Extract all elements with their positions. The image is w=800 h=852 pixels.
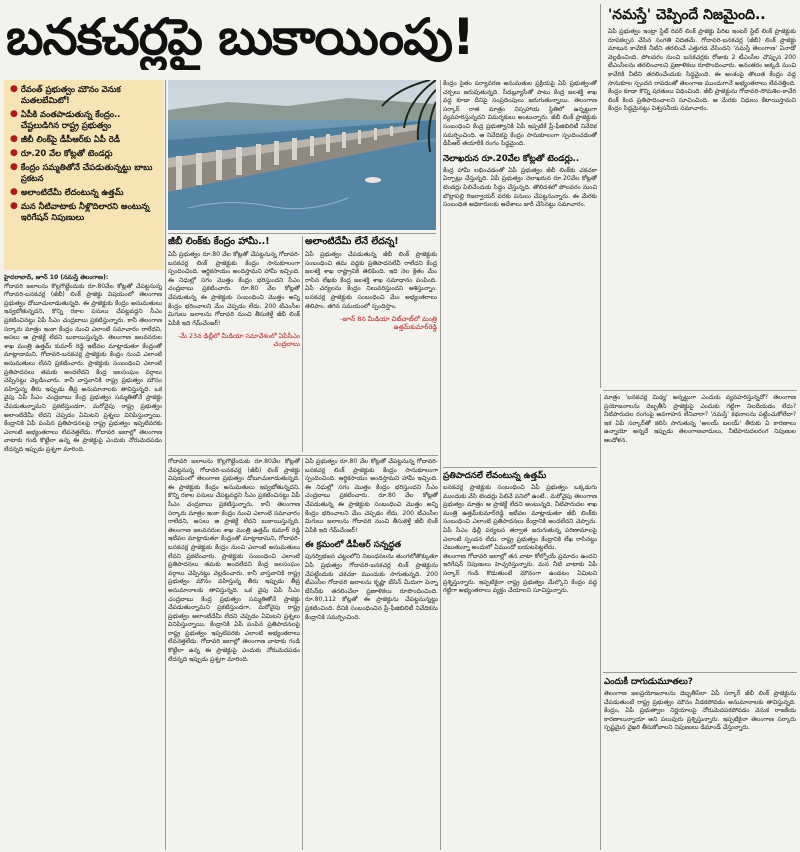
dateline: హైదరాబాద్, జూన్ 10 (నమస్తే తెలంగాణ): — [4, 274, 109, 281]
article-column-1 — [4, 274, 162, 848]
column-3a-text: ఏపీ ప్రభుత్వం రూ.80 వేల కోట్లతో చేపట్టనున్న గోదావరి-బనకచర్ల లింక్ ప్రాజెక్టుకు కేంద్రం సానుకూలంగా స్పందించింది. ఆర్థికసాయం అందిస్తామని హామీ ఇచ్చింది. ఈ నిధుల్లో సగం మొత్తం కేంద్రం భరిస్తుందని సీఎం చంద్రబాబు ప్రకటించారు. రూ.80 వేల కోట్లతో చేపడుతున్న ఈ ప్రాజెక్టుకు సంబంధించి మొత్తం అన్ని కేంద్రం భరించాలని మేం చెప్పడం లేదు. 200 టీఎంసీల మిగులు జలాలను గోదావరి నుంచి తీసుకెళ్తే జీబీ లింక్ ఏపీకి ఇది గేమ్‌చేంజర్! — [305, 458, 438, 534]
side-story-title: 'నమస్తే' చెప్పిందే నిజమైంది.. — [608, 7, 766, 23]
claim-box-right — [305, 236, 437, 456]
denial-text: ఏపీ ప్రభుత్వం చేపడుతున్న జీబీ లింక్ ప్రాజెక్టుకు సంబంధించి తమ వద్దకు ప్రతిపాదనలేవీ రాలేదని కేంద్ర జలశక్తి శాఖ రాష్ట్రానికి తెలిపింది. ఇది నెల క్రితం మేం రాసిన లేఖకు కేంద్ర జలశక్తి శాఖ సమాధానం పంపింది. ఏపీ చర్యలను కేంద్రం నిలువరిస్తుందని ఆశిస్తున్నాం. బనకచర్ల ప్రాజెక్టుకు సంబంధించి మేం అభ్యంతరాలు తెలిపాం. తగిన సమయంలో స్పందిస్తాం. — [305, 251, 437, 310]
column-1-text: గోదావరి జలాలను కొల్లగొట్టేందుకు రూ.80వేల కోట్లతో చేపట్టనున్న గోదావరి-బనకచర్ల (జీబీ) లింక్ ప్రాజెక్టు విషయంలో తెలంగాణ ప్రభుత్వం దోబూచులాడుతున్నది. ఈ ప్రాజెక్టుకు కేంద్రం అనుమతులు ఇవ్వబోతున్నదని, కొన్ని రకాల పనులు చేపట్టవద్దని సీఎం ప్రకటించినట్టు ఏపీ సీఎం చంద్రబాబు ప్రకటిస్తున్నారు. కానీ తెలంగాణ సర్కారు మాత్రం ఇంకా కేంద్రం నుంచి ఎలాంటి సమాచారం రాలేదని, అసలు ఆ ప్రాజెక్టే లేదని బుకాయిస్తున్నది. తెలంగాణ జలవనరుల శాఖ మంత్రి ఉత్తమ్ కుమార్ రెడ్డి ఇటీవల మాట్లాడుతూ కేంద్రంతో మాట్లాడామని, గోదావరి-బనకచర్ల ప్రాజెక్టుకు కేంద్రం నుంచి ఎలాంటి అనుమతులు లేవని ప్రకటించారు. ప్రాజెక్టుకు సంబంధించి ఎలాంటి ప్రతిపాదనలు తమకు అందలేదని కేంద్ర జలసంఘం వర్గాలు చెప్పినట్టు వెల్లడించారు. కానీ వాస్తవానికి రాష్ట్ర ప్రభుత్వం మౌనం వహిస్తున్న తీరు ఇప్పుడు తీవ్ర అనుమానాలకు తావిస్తున్నది. ఒక వైపు ఏపీ సీఎం చంద్రబాబు కేంద్ర ప్రభుత్వం సమ్మతితోనే ప్రాజెక్టు చేపడుతున్నామని ప్రకటిస్తుండగా, మరోవైపు రాష్ట్ర ప్రభుత్వం అలాంటిదేమీ లేదని చెప్పడం ఏమిటని ప్రశ్నలు వినిపిస్తున్నాయి. కేంద్రానికి ఏపీ పంపిన ప్రతిపాదనలపై రాష్ట్ర ప్రభుత్వం ఇప్పటివరకు ఎలాంటి అభ్యంతరాలు లేవనెత్తలేదు. గోదావరి జలాల్లో తెలంగాణ వాటాకు గండి కొట్టేలా ఉన్న ఈ ప్రాజెక్టుపై ఎందుకు నోరుమెదపడం లేదన్నది ఇప్పుడు ప్రశ్నగా మారింది. — [4, 282, 162, 453]
why-text: తెలంగాణ జలప్రయోజనాలను దెబ్బతీసేలా ఏపీ సర్కార్ జీబీ లింక్ ప్రాజెక్టును చేపడుతుంటే రాష్ట్ర ప్రభుత్వం మౌనం వీడకపోవడం అనుమానాలకు తావిస్తున్నది. కేంద్రం, ఏపీ ప్రభుత్వాల నిర్ణయాలపై నోరుమెదపకపోవడం వెనుక రాజకీయ కారణాలున్నాయా అని పలువురు ప్రశ్నిస్తున్నారు. ఇప్పటికైనా తెలంగాణ సర్కారు స్పష్టమైన వైఖరి తీసుకోవాలని నిపుణులు డిమాండ్ చేస్తున్నారు. — [604, 690, 796, 732]
side-story-body: ఏపీ ప్రభుత్వం ఇంట్రా స్టేట్ రివర్ లింక్ ప్రాజెక్టు పేరిట ఇంటర్ స్టేట్ లింక్ ప్రాజెక్టుకు రూపకల్పన చేసిన సంగతి విదితమే. గోదావరి-బనకచర్ల (జీబీ) లింక్ ప్రాజెక్టు మాటున కావేరికి నీటిని తరలించే ఎత్తుగడ వేసిందని 'నమస్తే తెలంగాణ' ఏనాడో వెల్లడించింది. పోలవరం నుంచి బనకచర్లకు రోజుకు 2 టీఎంసీల చొప్పున 200 టీఎంసీలను తరలించాలని ప్రణాళికలు రూపొందించారు. అనంతరం అక్కడి నుంచి కావేరికి నీటిని తరలించేందుకు సిద్ధమైంది. ఈ అంశంపై తొలుత కేంద్రం వద్ద సానుకూల స్పందన రావడంతో తెలంగాణ ముందుగానే అభ్యంతరాలు లేవనెత్తింది. కేంద్రం కూడా కొన్ని షరతులు విధించింది. జీబీ ప్రాజెక్టును గోదావరి-సోమశిల-కావేరి లింక్ కింద ప్రతిపాదించాలని సూచించింది. ఆ మేరకు నిధులు కేటాయిస్తామని కేంద్రం సిద్ధమైనట్టు విశ్వసనీయ సమాచారం. — [608, 28, 796, 113]
bullet-item: ● రేవంత్ ప్రభుత్వం మౌనం వెనుక మతలబేమిటో! — [10, 84, 121, 105]
column-4-text: కేంద్రం సైతం పర్యావరణ అనుమతుల ప్రక్రియపై ఏపీ ప్రభుత్వంతో చర్చలు జరుపుతున్నది. సీడబ్ల్యూసీతో పాటు కేంద్ర జలశక్తి శాఖ వద్ద కూడా దీనిపై సంప్రదింపులు జరుగుతున్నాయి. తెలంగాణ సర్కార్ రాత మాత్రం నిస్సహాయ స్థితిలో ఉన్నట్టుగా వ్యవహరిస్తున్నదని విమర్శకులు అంటున్నారు. జీబీ లింక్ ప్రాజెక్టుకు సంబంధించి కేంద్ర ప్రభుత్వానికి ఏపీ ఇప్పటికే ప్రీ-ఫీజిబిలిటీ నివేదిక సమర్పించింది. ఆ నివేదికపై కేంద్రం సానుకూలంగా స్పందించడంతో డీపీఆర్ తయారీకి రంగం సిద్ధమైంది. — [443, 80, 597, 148]
bullet-item: ● జీబీ లింక్‌పై డీపీఆర్‌కు ఏపీ రెడీ — [10, 134, 120, 144]
denial-byline: -జూన్ 8న మీడియా చిట్‌చాట్‌లో మంత్రి ఉత్తమ్‌కుమార్‌రెడ్డి — [340, 315, 437, 332]
tender-head: నెలాఖరున రూ.20వేల కోట్లతో టెండర్లు.. — [443, 153, 580, 164]
divider — [600, 4, 601, 388]
bullet-dot-icon: ● — [10, 109, 18, 119]
article-column-6 — [604, 676, 796, 850]
article-column-5 — [443, 470, 597, 850]
bullet-item: ● అలాంటిదేమీ లేదంటున్న ఉత్తమ్ — [10, 187, 124, 197]
dpr-head: ఈ క్రమంలో డీపీఆర్ సన్నద్ధత — [305, 540, 402, 551]
bullet-dot-icon: ● — [10, 162, 18, 172]
article-column-4 — [443, 80, 597, 340]
bullet-box — [4, 80, 164, 270]
bullet-item: ● మన నీటివాటాకు నీళ్లొదిలారని అంటున్న ఇరిగేషన్ నిపుణులు — [10, 201, 150, 222]
bullet-item: ● రూ.20 వేల కోట్లతో టెండర్లు — [10, 148, 113, 158]
denial-head: అలాంటిదేమీ లేనే లేదన్న! — [305, 236, 399, 247]
bullet-dot-icon: ● — [10, 201, 18, 211]
headline: బనకచర్లపై బుకాయింపు! — [6, 8, 474, 66]
bullet-dot-icon: ● — [10, 187, 18, 197]
bullet-item: ● కేంద్రం సమ్మతితోనే చేపడుతున్నట్టు బాబు ప్రకటన — [10, 162, 153, 183]
tender-text: కేంద్ర హామీ లభించడంతో ఏపీ ప్రభుత్వం జీబీ లింక్‌కు చకచకా ఏర్పాట్లు చేస్తున్నది. ఏపీ ప్రభుత్వం నెలాఖరున రూ.20వేల కోట్లతో టెండర్లు పిలిచేందుకు సిద్ధం చేస్తున్నది. తొలిదశలో పోలవరం నుంచి బొల్లాపల్లి రిజర్వాయర్ వరకు పనులు చేపట్టనున్నారు. ఈ మేరకు సంబంధిత అధికారులకు ఆదేశాలు జారీ చేసినట్టు సమాచారం. — [443, 166, 597, 209]
claim-box-left — [168, 236, 300, 456]
bullet-item: ● ఏపీకి వంతపాడుతున్న కేంద్రం.. చేష్టలుడిగిన రాష్ట్ర ప్రభుత్వం — [10, 109, 121, 130]
side-story-cont-text: మాత్రం 'బనకచర్ల మిథ్య' అన్నట్టుగా ఎందుకు వ్యవహరిస్తున్నదో? తెలంగాణ ప్రయోజనాలను దెబ్బతీసే ప్రాజెక్టుపై ఎందుకు గట్టిగా నిలదీయడం లేదు? నీటిపారుదల రంగంపై అవగాహన లేనివారా? 'నమస్తే' కథనాలను పట్టించుకోలేదా? ఇక ఏపీ సర్కార్‌తో కలిసి సాగుతున్న 'అలయ్ బలయ్' తీరుకు ఏ కారణాలు ఉన్నాయో అన్నదే ఇప్పుడు తెలంగాణవాదులు, నీటిపారుదలరంగ నిపుణుల ఆందోళన. — [604, 394, 796, 444]
bullet-dot-icon: ● — [10, 84, 18, 94]
claim-byline: -మే 23న ఢిల్లీలో మీడియా సమావేశంలో ఏపీసీఎం చంద్రబాబు — [177, 332, 300, 349]
barrage-photo — [168, 80, 436, 230]
article-column-2 — [168, 458, 300, 850]
bullet-dot-icon: ● — [10, 148, 18, 158]
side-story-continued — [604, 394, 796, 666]
claim-head: జీబీ లింక్‌కు కేంద్రం హామీ..! — [168, 236, 270, 247]
claim-text: ఏపీ ప్రభుత్వం రూ.80 వేల కోట్లతో చేపట్టనున్న గోదావరి-బనకచర్ల లింక్ ప్రాజెక్టుకు కేంద్రం సానుకూలంగా స్పందించింది. ఆర్థికసాయం అందిస్తామని హామీ ఇచ్చింది. ఈ నిధుల్లో సగం మొత్తం కేంద్రం భరిస్తుందని సీఎం చంద్రబాబు ప్రకటించారు. రూ.80 వేల కోట్లతో చేపడుతున్న ఈ ప్రాజెక్టుకు సంబంధించి మొత్తం అన్ని కేంద్రం భరించాలని మేం చెప్పడం లేదు. 200 టీఎంసీల మిగులు జలాలను గోదావరి నుంచి తీసుకెళ్తే జీబీ లింక్ ఏపీకి ఇది గేమ్‌చేంజర్! — [168, 251, 300, 327]
uttam-text: బనకచర్ల ప్రాజెక్టుకు సంబంధించి ఏపీ ప్రభుత్వం ఒక్కడుగు ముందుకు వేసి టెండర్లు పిలిచే పనిలో ఉంటే.. మరోవైపు తెలంగాణ ప్రభుత్వం మాత్రం ఆ ప్రాజెక్టే లేదని అంటున్నది. నీటిపారుదల శాఖ మంత్రి ఉత్తమ్‌కుమార్‌రెడ్డి ఇటీవల మాట్లాడుతూ జీబీ లింక్‌కు సంబంధించి ఎలాంటి ప్రతిపాదనలు కేంద్రానికి అందలేదని చెప్పారు. ఏపీ సీఎం ఢిల్లీ పర్యటన తర్వాత జరుగుతున్న పరిణామాలపై ఎలాంటి స్పందన లేదు. రాష్ట్ర ప్రభుత్వం కేంద్రానికి లేఖ రాసినట్టు చెబుతున్నా అందులో ఏముందో బయటపెట్టలేదు. — [443, 484, 597, 552]
bullet-dot-icon: ● — [10, 134, 18, 144]
uttam-text-2: తెలంగాణ గోదావరి జలాల్లో తన వాటా కోల్పోయే ప్రమాదం ఉందని ఇరిగేషన్ నిపుణులు హెచ్చరిస్తున్నారు. మన నీటి వాటాకు ఏపీ సర్కార్ గండి కొడుతుంటే మౌనంగా ఉండటం ఏమిటని ప్రశ్నిస్తున్నారు. ఇప్పటికైనా రాష్ట్ర ప్రభుత్వం మేల్కొని కేంద్రం వద్ద గట్టిగా అభ్యంతరాలు వ్యక్తం చేయాలని సూచిస్తున్నారు. — [443, 552, 597, 595]
why-head: ఎందుకీ దాగుడుమూతలు? — [604, 677, 693, 687]
barrage-illustration — [168, 80, 436, 230]
column-2-text: గోదావరి జలాలను కొల్లగొట్టేందుకు రూ.80వేల కోట్లతో చేపట్టనున్న గోదావరి-బనకచర్ల (జీబీ) లింక్ ప్రాజెక్టు విషయంలో తెలంగాణ ప్రభుత్వం దోబూచులాడుతున్నది. ఈ ప్రాజెక్టుకు కేంద్రం అనుమతులు ఇవ్వబోతున్నదని, కొన్ని రకాల పనులు చేపట్టవద్దని సీఎం ప్రకటించినట్టు ఏపీ సీఎం చంద్రబాబు ప్రకటిస్తున్నారు. కానీ తెలంగాణ సర్కారు మాత్రం ఇంకా కేంద్రం నుంచి ఎలాంటి సమాచారం రాలేదని, అసలు ఆ ప్రాజెక్టే లేదని బుకాయిస్తున్నది. తెలంగాణ జలవనరుల శాఖ మంత్రి ఉత్తమ్ కుమార్ రెడ్డి ఇటీవల మాట్లాడుతూ కేంద్రంతో మాట్లాడామని, గోదావరి-బనకచర్ల ప్రాజెక్టుకు కేంద్రం నుంచి ఎలాంటి అనుమతులు లేవని ప్రకటించారు. ప్రాజెక్టుకు సంబంధించి ఎలాంటి ప్రతిపాదనలు తమకు అందలేదని కేంద్ర జలసంఘం వర్గాలు చెప్పినట్టు వెల్లడించారు. కానీ వాస్తవానికి రాష్ట్ర ప్రభుత్వం మౌనం వహిస్తున్న తీరు ఇప్పుడు తీవ్ర అనుమానాలకు తావిస్తున్నది. ఒక వైపు ఏపీ సీఎం చంద్రబాబు కేంద్ర ప్రభుత్వం సమ్మతితోనే ప్రాజెక్టు చేపడుతున్నామని ప్రకటిస్తుండగా, మరోవైపు రాష్ట్ర ప్రభుత్వం అలాంటిదేమీ లేదని చెప్పడం ఏమిటని ప్రశ్నలు వినిపిస్తున్నాయి. కేంద్రానికి ఏపీ పంపిన ప్రతిపాదనలపై రాష్ట్ర ప్రభుత్వం ఇప్పటివరకు ఎలాంటి అభ్యంతరాలు లేవనెత్తలేదు. గోదావరి జలాల్లో తెలంగాణ వాటాకు గండి కొట్టేలా ఉన్న ఈ ప్రాజెక్టుపై ఎందుకు నోరుమెదపడం లేదన్నది ఇప్పుడు ప్రశ్నగా మారింది. — [168, 458, 300, 663]
article-column-3 — [305, 458, 438, 850]
dpr-text: పునర్విభజన చట్టంలోని నిబంధనలను తుంగలోతొక్కుతూ ఏపీ ప్రభుత్వం గోదావరి-బనకచర్ల లింక్ ప్రాజెక్టును చేపట్టేందుకు చకచకా ముందుకు సాగుతున్నది. 200 టీఎంసీల గోదావరి జలాలను కృష్ణా బేసిన్ మీదుగా పెన్నా బేసిన్‌కు తరలించేలా ప్రణాళికలు రూపొందించింది. రూ.80,112 కోట్లతో ఈ ప్రాజెక్టును చేపట్టనున్నట్టు ప్రకటించింది. దీనికి సంబంధించిన ప్రీ-ఫీజిబిలిటీ నివేదికను కేంద్రానికి సమర్పించింది. — [305, 553, 438, 621]
uttam-head: ప్రతిపాదనలే లేవంటున్న ఉత్తమ్ — [443, 471, 547, 481]
